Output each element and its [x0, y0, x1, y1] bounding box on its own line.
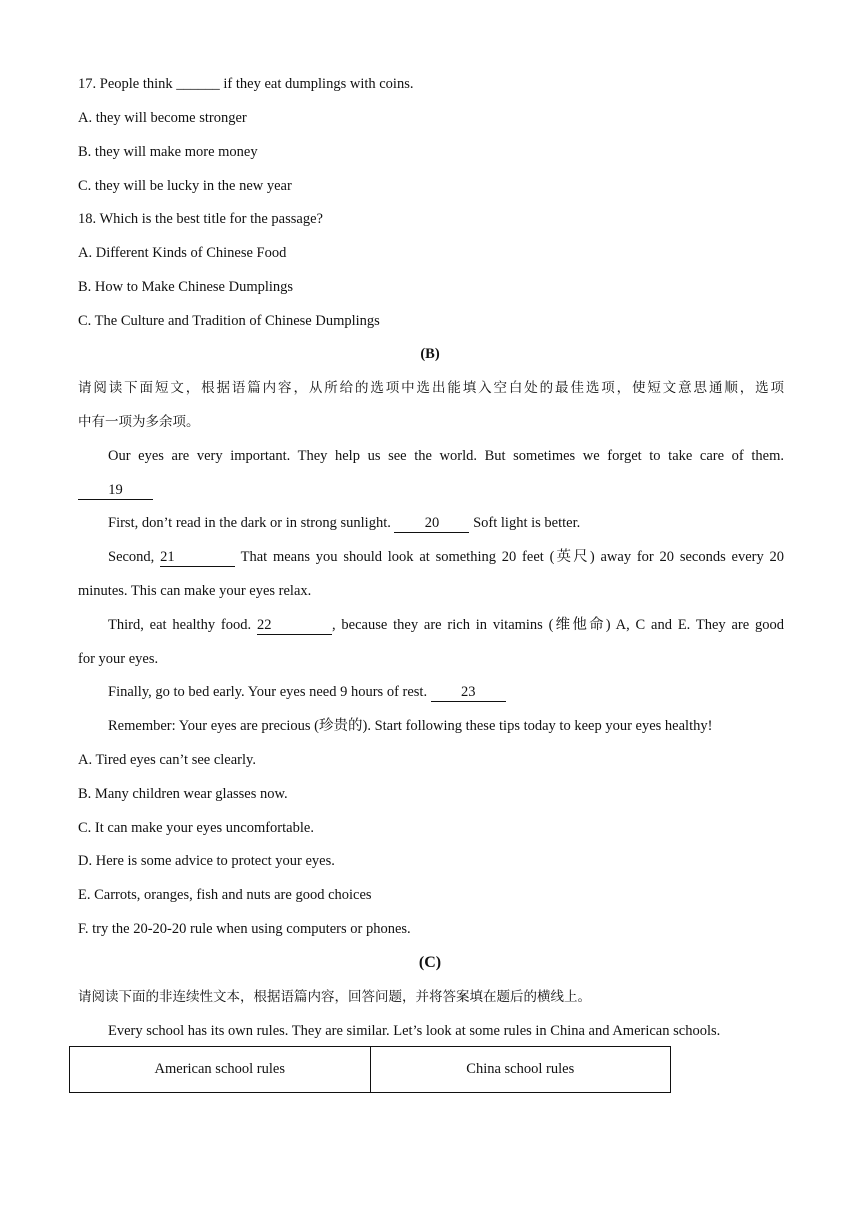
option-c: C. It can make your eyes uncomfortable. [78, 820, 314, 836]
option-e: E. Carrots, oranges, fish and nuts are good choices [78, 887, 372, 903]
question-17-option-c: C. they will be lucky in the new year [78, 178, 292, 194]
paragraph-2-text-start: First, don’t read in the dark or in strong sunlight. [108, 515, 395, 531]
passage-b-paragraph-4 [108, 615, 784, 635]
option-a: A. Tired eyes can’t see clearly. [78, 752, 256, 768]
school-rules-table [69, 1046, 671, 1093]
blank-23: 23 [431, 684, 506, 702]
table-header-row [70, 1047, 671, 1093]
option-f: F. try the 20-20-20 rule when using computers or phones. [78, 921, 411, 937]
passage-b-paragraph-5 [108, 682, 784, 702]
paragraph-4-text-start: Third, eat healthy food. [108, 617, 257, 633]
option-d: D. Here is some advice to protect your eyes. [78, 853, 335, 869]
section-b-heading: (B) [420, 346, 440, 362]
paragraph-4-text-end: , because they are rich in vitamins (维他命) A, C and E. They are good [331, 617, 785, 633]
passage-b-paragraph-1: Our eyes are very important. They help us see the world. But sometimes we forget to take care of them. [108, 448, 784, 464]
passage-b-paragraph-3-line-2: minutes. This can make your eyes relax. [78, 583, 312, 599]
question-18-stem: 18. Which is the best title for the passage? [78, 211, 323, 227]
question-18-option-c: C. The Culture and Tradition of Chinese Dumplings [78, 313, 380, 329]
passage-b-paragraph-2 [108, 513, 784, 533]
paragraph-3-text-end: That means you should look at something 20 feet (英尺) away for 20 seconds every 20 [235, 549, 784, 565]
section-c-instruction: 请阅读下面的非连续性文本，根据语篇内容，回答问题，并将答案填在题后的横线上。 [78, 989, 591, 1005]
question-17-option-a: A. they will become stronger [78, 110, 247, 126]
section-c-intro: Every school has its own rules. They are similar. Let’s look at some rules in China and American schools. [108, 1023, 721, 1039]
section-b-instruction-line-1: 请阅读下面短文，根据语篇内容，从所给的选项中选出能填入空白处的最佳选项，使短文意思通顺，选项 [78, 380, 784, 396]
table-header-american: American school rules [70, 1047, 371, 1093]
passage-b-paragraph-3 [108, 547, 784, 567]
section-b-instruction-line-2: 中有一项为多余项。 [78, 414, 200, 430]
passage-b-paragraph-4-line-2: for your eyes. [78, 651, 159, 667]
paragraph-3-text-start: Second, [108, 549, 161, 565]
blank-20: 20 [394, 515, 469, 533]
passage-b-paragraph-6: Remember: Your eyes are precious (珍贵的). Start following these tips today to keep your eyes healthy! [108, 718, 713, 734]
option-b: B. Many children wear glasses now. [78, 786, 288, 802]
question-17-option-b: B. they will make more money [78, 144, 258, 160]
paragraph-5-text: Finally, go to bed early. Your eyes need 9 hours of rest. [108, 684, 431, 700]
blank-21: 21 [160, 549, 235, 567]
blank-22: 22 [257, 617, 332, 635]
section-c-heading: (C) [418, 954, 442, 971]
paragraph-2-text-end: Soft light is better. [469, 515, 581, 531]
blank-19-line [78, 480, 784, 500]
blank-19: 19 [78, 482, 153, 500]
question-18-option-a: A. Different Kinds of Chinese Food [78, 245, 287, 261]
question-18-option-b: B. How to Make Chinese Dumplings [78, 279, 294, 295]
table-header-china: China school rules [370, 1047, 671, 1093]
question-17-stem: 17. People think ______ if they eat dumplings with coins. [78, 76, 414, 92]
